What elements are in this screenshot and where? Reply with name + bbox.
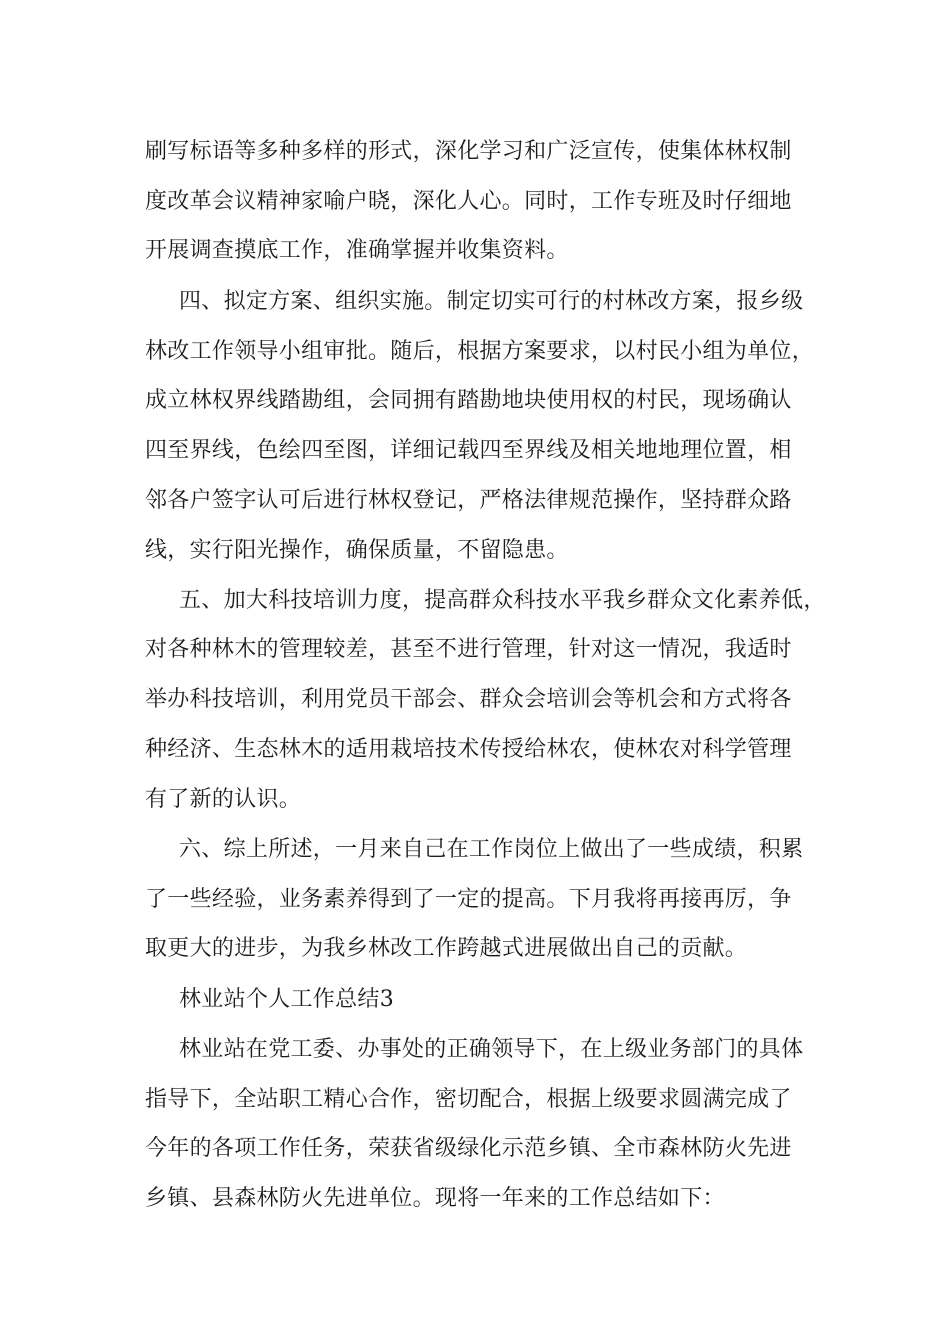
text-line: 乡镇、县森林防火先进单位。现将一年来的工作总结如下： bbox=[145, 1186, 725, 1211]
text-line: 四、拟定方案、组织实施。制定切实可行的村林改方案，报乡级 bbox=[179, 289, 804, 314]
text-line: 开展调查摸底工作，准确掌握并收集资料。 bbox=[145, 238, 569, 263]
text-line: 六、综上所述，一月来自己在工作岗位上做出了一些成绩，积累 bbox=[179, 837, 804, 862]
text-line: 邻各户签字认可后进行林权登记，严格法律规范操作，坚持群众路 bbox=[145, 488, 792, 513]
section-heading: 林业站个人工作总结3 bbox=[179, 987, 394, 1012]
text-line: 四至界线，色绘四至图，详细记载四至界线及相关地地理位置，相 bbox=[145, 438, 792, 463]
text-line: 对各种林木的管理较差，甚至不进行管理，针对这一情况，我适时 bbox=[145, 637, 792, 662]
text-line: 有了新的认识。 bbox=[145, 787, 302, 812]
text-line: 成立林权界线踏勘组，会同拥有踏勘地块使用权的村民，现场确认 bbox=[145, 388, 792, 413]
text-line: 举办科技培训，利用党员干部会、群众会培训会等机会和方式将各 bbox=[145, 687, 792, 712]
text-line: 刷写标语等多种多样的形式，深化学习和广泛宣传，使集体林权制 bbox=[145, 139, 792, 164]
text-line: 今年的各项工作任务，荣获省级绿化示范乡镇、全市森林防火先进 bbox=[145, 1136, 792, 1161]
text-line: 林业站在党工委、办事处的正确领导下，在上级业务部门的具体 bbox=[179, 1037, 804, 1062]
text-line: 种经济、生态林木的适用栽培技术传授给林农，使林农对科学管理 bbox=[145, 737, 792, 762]
text-line: 了一些经验，业务素养得到了一定的提高。下月我将再接再厉，争 bbox=[145, 887, 792, 912]
text-line: 五、加大科技培训力度，提高群众科技水平我乡群众文化素养低， bbox=[179, 588, 826, 613]
text-line: 度改革会议精神家喻户晓，深化人心。同时，工作专班及时仔细地 bbox=[145, 189, 792, 214]
text-line: 指导下，全站职工精心合作，密切配合，根据上级要求圆满完成了 bbox=[145, 1087, 792, 1112]
text-line: 林改工作领导小组审批。随后，根据方案要求，以村民小组为单位， bbox=[145, 339, 815, 364]
text-line: 取更大的进步，为我乡林改工作跨越式进展做出自己的贡献。 bbox=[145, 936, 748, 961]
text-line: 线，实行阳光操作，确保质量，不留隐患。 bbox=[145, 538, 569, 563]
